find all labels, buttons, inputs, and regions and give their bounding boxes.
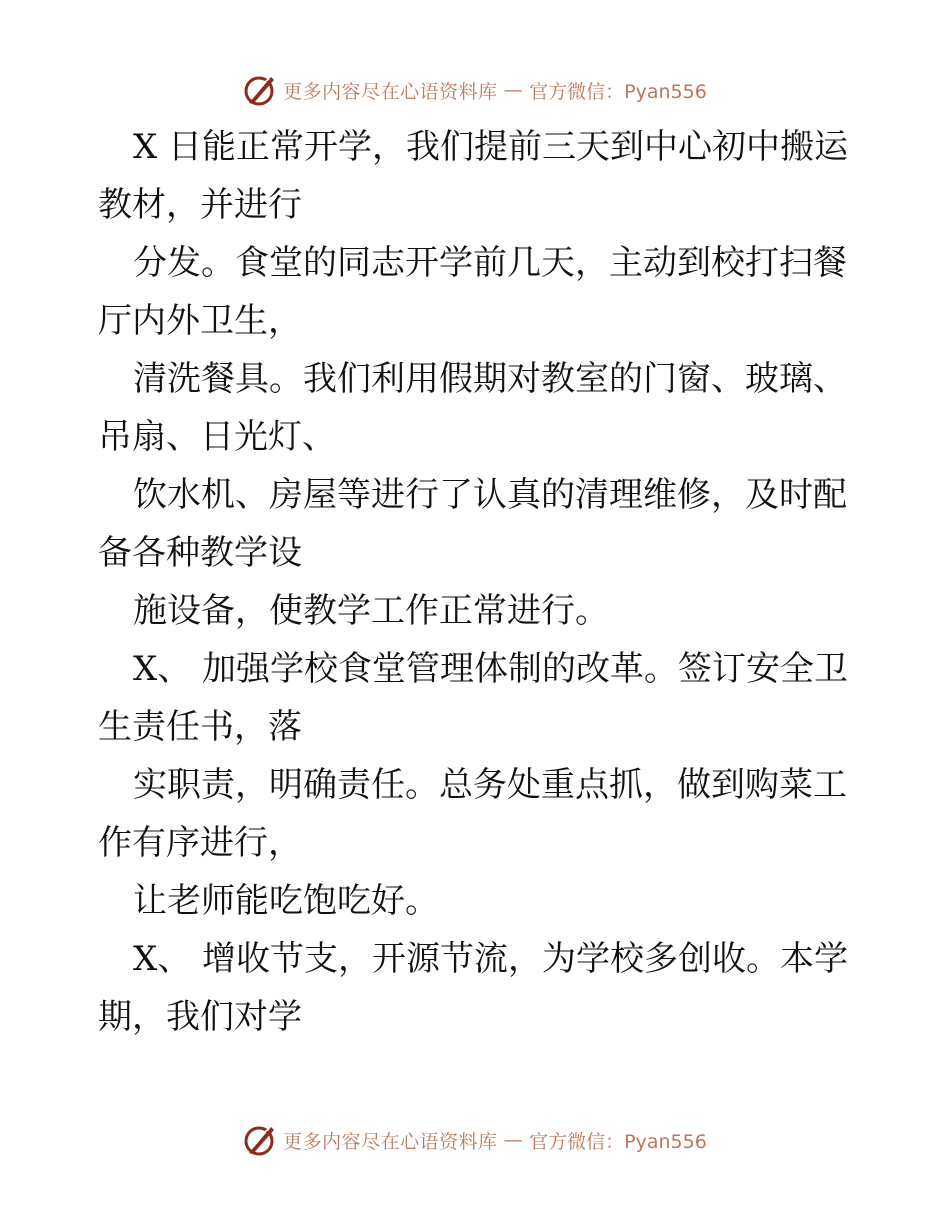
- header-banner: [0, 70, 950, 110]
- paragraph: 饮水机、房屋等进行了认真的清理维修，及时配备各种教学设: [98, 475, 847, 573]
- paragraph: 施设备，使教学工作正常进行。: [133, 591, 609, 631]
- footer-banner-dash: —: [503, 1129, 524, 1151]
- footer-banner-text: 更多内容尽在心语资料库: [283, 1130, 498, 1153]
- paragraph: 实职责，明确责任。总务处重点抓，做到购菜工作有序进行，: [98, 765, 847, 863]
- paragraph: X 日能正常开学，我们提前三天到中心初中搬运教材，并进行: [98, 127, 849, 225]
- header-banner-contact: 官方微信：Pyan556: [529, 80, 707, 103]
- header-banner-text: 更多内容尽在心语资料库: [283, 80, 498, 103]
- paragraph: 分发。食堂的同志开学前几天，主动到校打扫餐厅内外卫生，: [98, 243, 847, 341]
- header-banner-dash: —: [503, 79, 524, 101]
- quill-pen-circle-icon: [243, 73, 277, 107]
- paragraph: 清洗餐具。我们利用假期对教室的门窗、玻璃、吊扇、日光灯、: [98, 359, 847, 457]
- footer-banner: [0, 1120, 950, 1160]
- footer-banner-contact: 官方微信：Pyan556: [529, 1130, 707, 1153]
- paragraph: X、 增收节支，开源节流，为学校多创收。本学期，我们对学: [98, 939, 849, 1037]
- paragraph: X、 加强学校食堂管理体制的改革。签订安全卫生责任书，落: [98, 649, 849, 747]
- paragraph: 让老师能吃饱吃好。: [133, 881, 439, 921]
- quill-pen-circle-icon: [243, 1123, 277, 1157]
- document-body: [98, 118, 852, 1046]
